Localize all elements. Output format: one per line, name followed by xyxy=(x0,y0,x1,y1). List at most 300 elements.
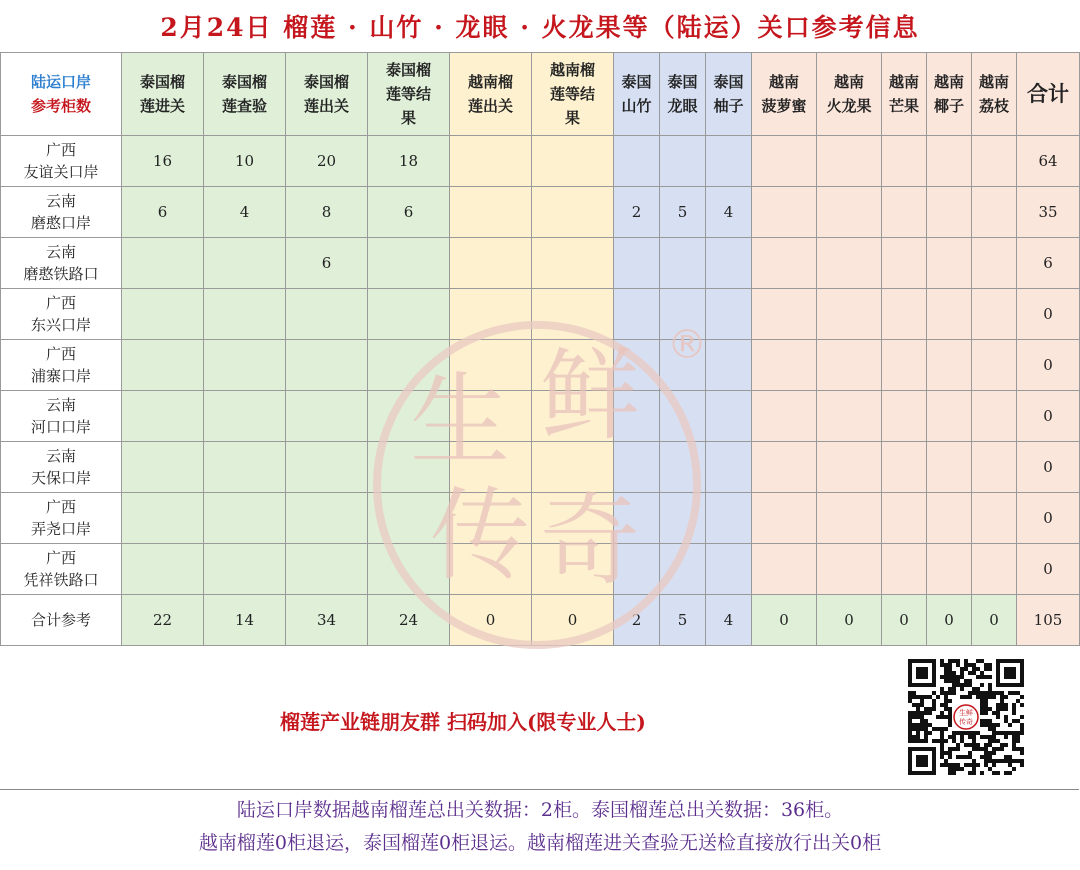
totals-cell: 22 xyxy=(122,595,204,646)
table-cell xyxy=(972,289,1017,340)
qr-logo-text: 传奇 xyxy=(959,718,973,726)
qr-module xyxy=(908,731,912,735)
table-cell xyxy=(752,136,817,187)
table-cell xyxy=(882,136,927,187)
qr-module xyxy=(956,755,960,759)
qr-code[interactable] xyxy=(906,655,1026,779)
qr-module xyxy=(912,727,916,731)
header-col-text: 莲查验 xyxy=(221,97,267,115)
qr-module xyxy=(1004,703,1008,707)
table-cell xyxy=(204,544,286,595)
qr-module xyxy=(992,735,996,739)
table-cell xyxy=(660,289,706,340)
qr-module xyxy=(948,719,952,723)
qr-module xyxy=(1000,703,1004,707)
qr-module xyxy=(1000,759,1004,763)
qr-module xyxy=(940,763,944,767)
qr-module xyxy=(924,731,928,735)
qr-module xyxy=(944,663,948,667)
port-name-line: 云南 xyxy=(45,243,76,261)
qr-module xyxy=(968,751,972,755)
header-col-text: 火龙果 xyxy=(826,97,872,115)
table-cell xyxy=(450,136,532,187)
header-col-5 xyxy=(532,53,614,136)
qr-module xyxy=(968,735,972,739)
table-cell xyxy=(286,442,368,493)
table-cell xyxy=(706,442,752,493)
port-name-line: 云南 xyxy=(45,447,76,465)
qr-module xyxy=(980,659,984,663)
qr-module xyxy=(956,743,960,747)
qr-module xyxy=(1008,755,1012,759)
port-name-line: 浦寨口岸 xyxy=(30,367,91,385)
qr-module xyxy=(956,731,960,735)
port-name xyxy=(1,391,122,442)
qr-module xyxy=(972,671,976,675)
qr-module xyxy=(968,691,972,695)
qr-module xyxy=(920,699,924,703)
qr-module xyxy=(992,759,996,763)
qr-module xyxy=(992,763,996,767)
qr-module xyxy=(948,771,952,775)
qr-module xyxy=(916,739,920,743)
qr-module xyxy=(980,671,984,675)
qr-module xyxy=(1012,735,1016,739)
qr-module xyxy=(940,735,944,739)
table-cell xyxy=(286,544,368,595)
header-port-line2: 参考柜数 xyxy=(30,97,91,115)
qr-module xyxy=(984,699,988,703)
table-cell xyxy=(972,391,1017,442)
qr-module xyxy=(944,727,948,731)
qr-module xyxy=(1008,759,1012,763)
qr-module xyxy=(992,691,996,695)
table-cell xyxy=(450,391,532,442)
qr-module xyxy=(992,711,996,715)
qr-module xyxy=(1008,731,1012,735)
table-cell: 5 xyxy=(660,187,706,238)
qr-module xyxy=(960,683,964,687)
qr-module xyxy=(972,767,976,771)
qr-module xyxy=(988,695,992,699)
table-cell xyxy=(368,289,450,340)
header-col-7 xyxy=(660,53,706,136)
qr-module xyxy=(968,679,972,683)
qr-module xyxy=(956,663,960,667)
qr-finder xyxy=(916,667,928,679)
qr-module xyxy=(992,731,996,735)
totals-cell: 0 xyxy=(882,595,927,646)
header-col-2 xyxy=(286,53,368,136)
qr-module xyxy=(1012,747,1016,751)
qr-module xyxy=(1004,715,1008,719)
table-cell xyxy=(286,340,368,391)
port-name-line: 友谊关口岸 xyxy=(23,163,99,181)
qr-module xyxy=(996,707,1000,711)
qr-module xyxy=(1020,727,1024,731)
qr-module xyxy=(912,723,916,727)
table-cell xyxy=(660,136,706,187)
qr-module xyxy=(984,735,988,739)
qr-module xyxy=(1012,691,1016,695)
totals-cell: 4 xyxy=(706,595,752,646)
table-row xyxy=(1,442,1080,493)
qr-module xyxy=(976,659,980,663)
table-cell xyxy=(532,442,614,493)
table-cell xyxy=(882,340,927,391)
totals-cell: 5 xyxy=(660,595,706,646)
qr-module xyxy=(996,747,1000,751)
qr-module xyxy=(1004,735,1008,739)
qr-module xyxy=(976,687,980,691)
header-col-text: 越南 xyxy=(833,73,864,91)
qr-module xyxy=(968,771,972,775)
header-col-text: 越南 xyxy=(978,73,1009,91)
table-cell xyxy=(882,391,927,442)
qr-module xyxy=(908,715,912,719)
table-cell xyxy=(972,442,1017,493)
qr-module xyxy=(952,767,956,771)
qr-module xyxy=(916,727,920,731)
qr-module xyxy=(1008,763,1012,767)
qr-module xyxy=(992,723,996,727)
qr-module xyxy=(956,747,960,751)
qr-module xyxy=(920,703,924,707)
qr-module xyxy=(1012,711,1016,715)
qr-module xyxy=(952,771,956,775)
table-header-row xyxy=(1,53,1080,136)
qr-module xyxy=(988,735,992,739)
qr-module xyxy=(908,727,912,731)
qr-module xyxy=(948,751,952,755)
qr-module xyxy=(956,679,960,683)
qr-module xyxy=(912,691,916,695)
header-col-11 xyxy=(882,53,927,136)
qr-module xyxy=(1012,719,1016,723)
qr-module xyxy=(944,667,948,671)
table-cell xyxy=(532,544,614,595)
qr-module xyxy=(1004,743,1008,747)
table-cell xyxy=(752,340,817,391)
qr-module xyxy=(988,667,992,671)
table-cell: 6 xyxy=(368,187,450,238)
qr-module xyxy=(1020,695,1024,699)
header-col-8 xyxy=(706,53,752,136)
header-col-text: 泰国榴 xyxy=(221,73,267,91)
qr-module xyxy=(940,715,944,719)
qr-module xyxy=(1020,715,1024,719)
qr-module xyxy=(972,763,976,767)
qr-module xyxy=(968,763,972,767)
qr-module xyxy=(976,743,980,747)
qr-module xyxy=(948,723,952,727)
qr-module xyxy=(992,727,996,731)
qr-module xyxy=(936,715,940,719)
grand-total: 105 xyxy=(1017,595,1080,646)
qr-module xyxy=(988,683,992,687)
qr-module xyxy=(1004,731,1008,735)
qr-module xyxy=(960,667,964,671)
qr-module xyxy=(908,719,912,723)
table-cell xyxy=(882,238,927,289)
qr-module xyxy=(1000,743,1004,747)
port-name-line: 磨憨口岸 xyxy=(30,214,91,232)
port-name-line: 凭祥铁路口 xyxy=(23,571,99,589)
qr-module xyxy=(972,739,976,743)
qr-module xyxy=(1016,691,1020,695)
table-cell: 2 xyxy=(614,187,660,238)
table-cell xyxy=(450,442,532,493)
qr-module xyxy=(1012,707,1016,711)
qr-module xyxy=(1004,695,1008,699)
customs-table xyxy=(0,52,1080,646)
header-col-3 xyxy=(368,53,450,136)
qr-module xyxy=(960,695,964,699)
table-cell xyxy=(972,238,1017,289)
table-cell xyxy=(660,442,706,493)
table-cell: 4 xyxy=(706,187,752,238)
qr-module xyxy=(952,683,956,687)
qr-module xyxy=(952,691,956,695)
qr-module xyxy=(1020,703,1024,707)
table-cell xyxy=(450,493,532,544)
qr-module xyxy=(940,747,944,751)
qr-module xyxy=(916,703,920,707)
header-col-9 xyxy=(752,53,817,136)
qr-module xyxy=(916,711,920,715)
qr-module xyxy=(1016,735,1020,739)
table-cell xyxy=(286,289,368,340)
totals-cell: 2 xyxy=(614,595,660,646)
totals-cell: 0 xyxy=(752,595,817,646)
qr-module xyxy=(984,695,988,699)
table-cell xyxy=(368,238,450,289)
table-cell xyxy=(450,289,532,340)
table-cell xyxy=(927,289,972,340)
qr-module xyxy=(992,747,996,751)
qr-module xyxy=(980,771,984,775)
header-col-text: 龙眼 xyxy=(667,97,698,115)
row-total: 0 xyxy=(1017,493,1080,544)
table-row xyxy=(1,544,1080,595)
qr-module xyxy=(920,727,924,731)
qr-module xyxy=(924,707,928,711)
table-cell xyxy=(204,340,286,391)
header-col-text: 荔枝 xyxy=(978,97,1009,115)
table-cell xyxy=(706,238,752,289)
table-cell xyxy=(204,493,286,544)
qr-module xyxy=(908,711,912,715)
table-cell xyxy=(122,340,204,391)
qr-module xyxy=(944,715,948,719)
qr-module xyxy=(948,671,952,675)
qr-module xyxy=(952,671,956,675)
summary-note-2: 越南榴莲0柜退运，泰国榴莲0柜退运。越南榴莲进关查验无送检直接放行出关0柜 xyxy=(198,832,882,854)
header-col-13 xyxy=(972,53,1017,136)
qr-module xyxy=(1004,759,1008,763)
table-cell xyxy=(368,493,450,544)
qr-module xyxy=(932,707,936,711)
table-cell xyxy=(122,442,204,493)
totals-row xyxy=(1,595,1080,646)
header-col-text: 莲进关 xyxy=(139,97,185,115)
table-cell xyxy=(706,136,752,187)
table-cell: 6 xyxy=(286,238,368,289)
table-cell: 4 xyxy=(204,187,286,238)
qr-module xyxy=(920,719,924,723)
qr-module xyxy=(1004,755,1008,759)
port-name-line: 广西 xyxy=(45,345,76,363)
table-cell xyxy=(368,340,450,391)
header-col-text: 泰国 xyxy=(713,73,744,91)
qr-module xyxy=(964,743,968,747)
qr-module xyxy=(924,695,928,699)
table-cell xyxy=(660,238,706,289)
qr-module xyxy=(976,731,980,735)
qr-module xyxy=(980,675,984,679)
qr-module xyxy=(944,695,948,699)
qr-module xyxy=(968,695,972,699)
qr-module xyxy=(916,715,920,719)
qr-module xyxy=(948,715,952,719)
qr-module xyxy=(916,695,920,699)
qr-module xyxy=(908,739,912,743)
table-cell xyxy=(450,544,532,595)
qr-module xyxy=(948,675,952,679)
table-cell xyxy=(532,391,614,442)
qr-module xyxy=(940,691,944,695)
table-cell xyxy=(972,187,1017,238)
qr-module xyxy=(964,731,968,735)
table-cell xyxy=(927,187,972,238)
row-total: 0 xyxy=(1017,442,1080,493)
totals-cell: 0 xyxy=(817,595,882,646)
qr-module xyxy=(968,671,972,675)
row-total: 64 xyxy=(1017,136,1080,187)
qr-module xyxy=(916,731,920,735)
port-name xyxy=(1,442,122,493)
qr-module xyxy=(984,711,988,715)
table-cell xyxy=(286,493,368,544)
qr-module xyxy=(976,691,980,695)
qr-module xyxy=(972,747,976,751)
qr-module xyxy=(960,767,964,771)
qr-module xyxy=(940,711,944,715)
table-cell xyxy=(817,238,882,289)
watermark-char-3: 传 xyxy=(430,477,530,594)
qr-module xyxy=(1016,747,1020,751)
table-cell xyxy=(450,187,532,238)
port-name-line: 弄尧口岸 xyxy=(30,520,91,538)
header-col-text: 越南 xyxy=(888,73,919,91)
qr-module xyxy=(980,683,984,687)
summary-note-1: 陆运口岸数据越南榴莲总出关数据：2柜。泰国榴莲总出关数据：36柜。 xyxy=(236,799,844,821)
qr-module xyxy=(980,723,984,727)
qr-module xyxy=(924,719,928,723)
header-col-text: 泰国榴 xyxy=(303,73,349,91)
qr-module xyxy=(940,739,944,743)
qr-module xyxy=(912,735,916,739)
qr-module xyxy=(1020,759,1024,763)
qr-module xyxy=(980,707,984,711)
qr-module xyxy=(976,667,980,671)
table-cell xyxy=(122,493,204,544)
qr-module xyxy=(984,707,988,711)
table-cell xyxy=(972,493,1017,544)
qr-module xyxy=(948,707,952,711)
qr-module xyxy=(988,759,992,763)
totals-label: 合计参考 xyxy=(1,595,122,646)
qr-module xyxy=(952,731,956,735)
table-cell xyxy=(927,136,972,187)
table-row xyxy=(1,187,1080,238)
qr-module xyxy=(1000,731,1004,735)
qr-module xyxy=(928,723,932,727)
qr-module xyxy=(940,755,944,759)
table-cell xyxy=(972,136,1017,187)
qr-module xyxy=(988,663,992,667)
qr-module xyxy=(948,755,952,759)
qr-module xyxy=(1016,699,1020,703)
table-cell xyxy=(532,136,614,187)
table-cell xyxy=(817,391,882,442)
qr-module xyxy=(1000,747,1004,751)
table-cell xyxy=(532,493,614,544)
table-row xyxy=(1,289,1080,340)
table-cell xyxy=(882,493,927,544)
qr-module xyxy=(940,703,944,707)
table-cell xyxy=(368,391,450,442)
qr-module xyxy=(944,703,948,707)
qr-module xyxy=(960,755,964,759)
qr-module xyxy=(996,731,1000,735)
port-name xyxy=(1,238,122,289)
qr-module xyxy=(988,707,992,711)
qr-module xyxy=(932,699,936,703)
table-cell xyxy=(122,544,204,595)
qr-module xyxy=(944,699,948,703)
table-cell xyxy=(614,544,660,595)
table-cell xyxy=(972,544,1017,595)
table-row xyxy=(1,136,1080,187)
qr-module xyxy=(988,743,992,747)
qr-module xyxy=(972,731,976,735)
qr-module xyxy=(980,719,984,723)
table-cell: 8 xyxy=(286,187,368,238)
qr-module xyxy=(916,707,920,711)
qr-module xyxy=(980,747,984,751)
table-cell xyxy=(752,238,817,289)
qr-module xyxy=(940,727,944,731)
qr-module xyxy=(936,739,940,743)
qr-module xyxy=(996,723,1000,727)
qr-module xyxy=(932,727,936,731)
qr-module xyxy=(984,751,988,755)
table-row xyxy=(1,340,1080,391)
qr-module xyxy=(948,747,952,751)
table-cell xyxy=(752,289,817,340)
qr-module xyxy=(948,735,952,739)
qr-module xyxy=(972,667,976,671)
table-cell xyxy=(817,340,882,391)
port-name xyxy=(1,289,122,340)
port-name xyxy=(1,493,122,544)
qr-module xyxy=(968,755,972,759)
qr-module xyxy=(1004,707,1008,711)
table-cell xyxy=(882,544,927,595)
qr-module xyxy=(992,739,996,743)
qr-module xyxy=(984,747,988,751)
